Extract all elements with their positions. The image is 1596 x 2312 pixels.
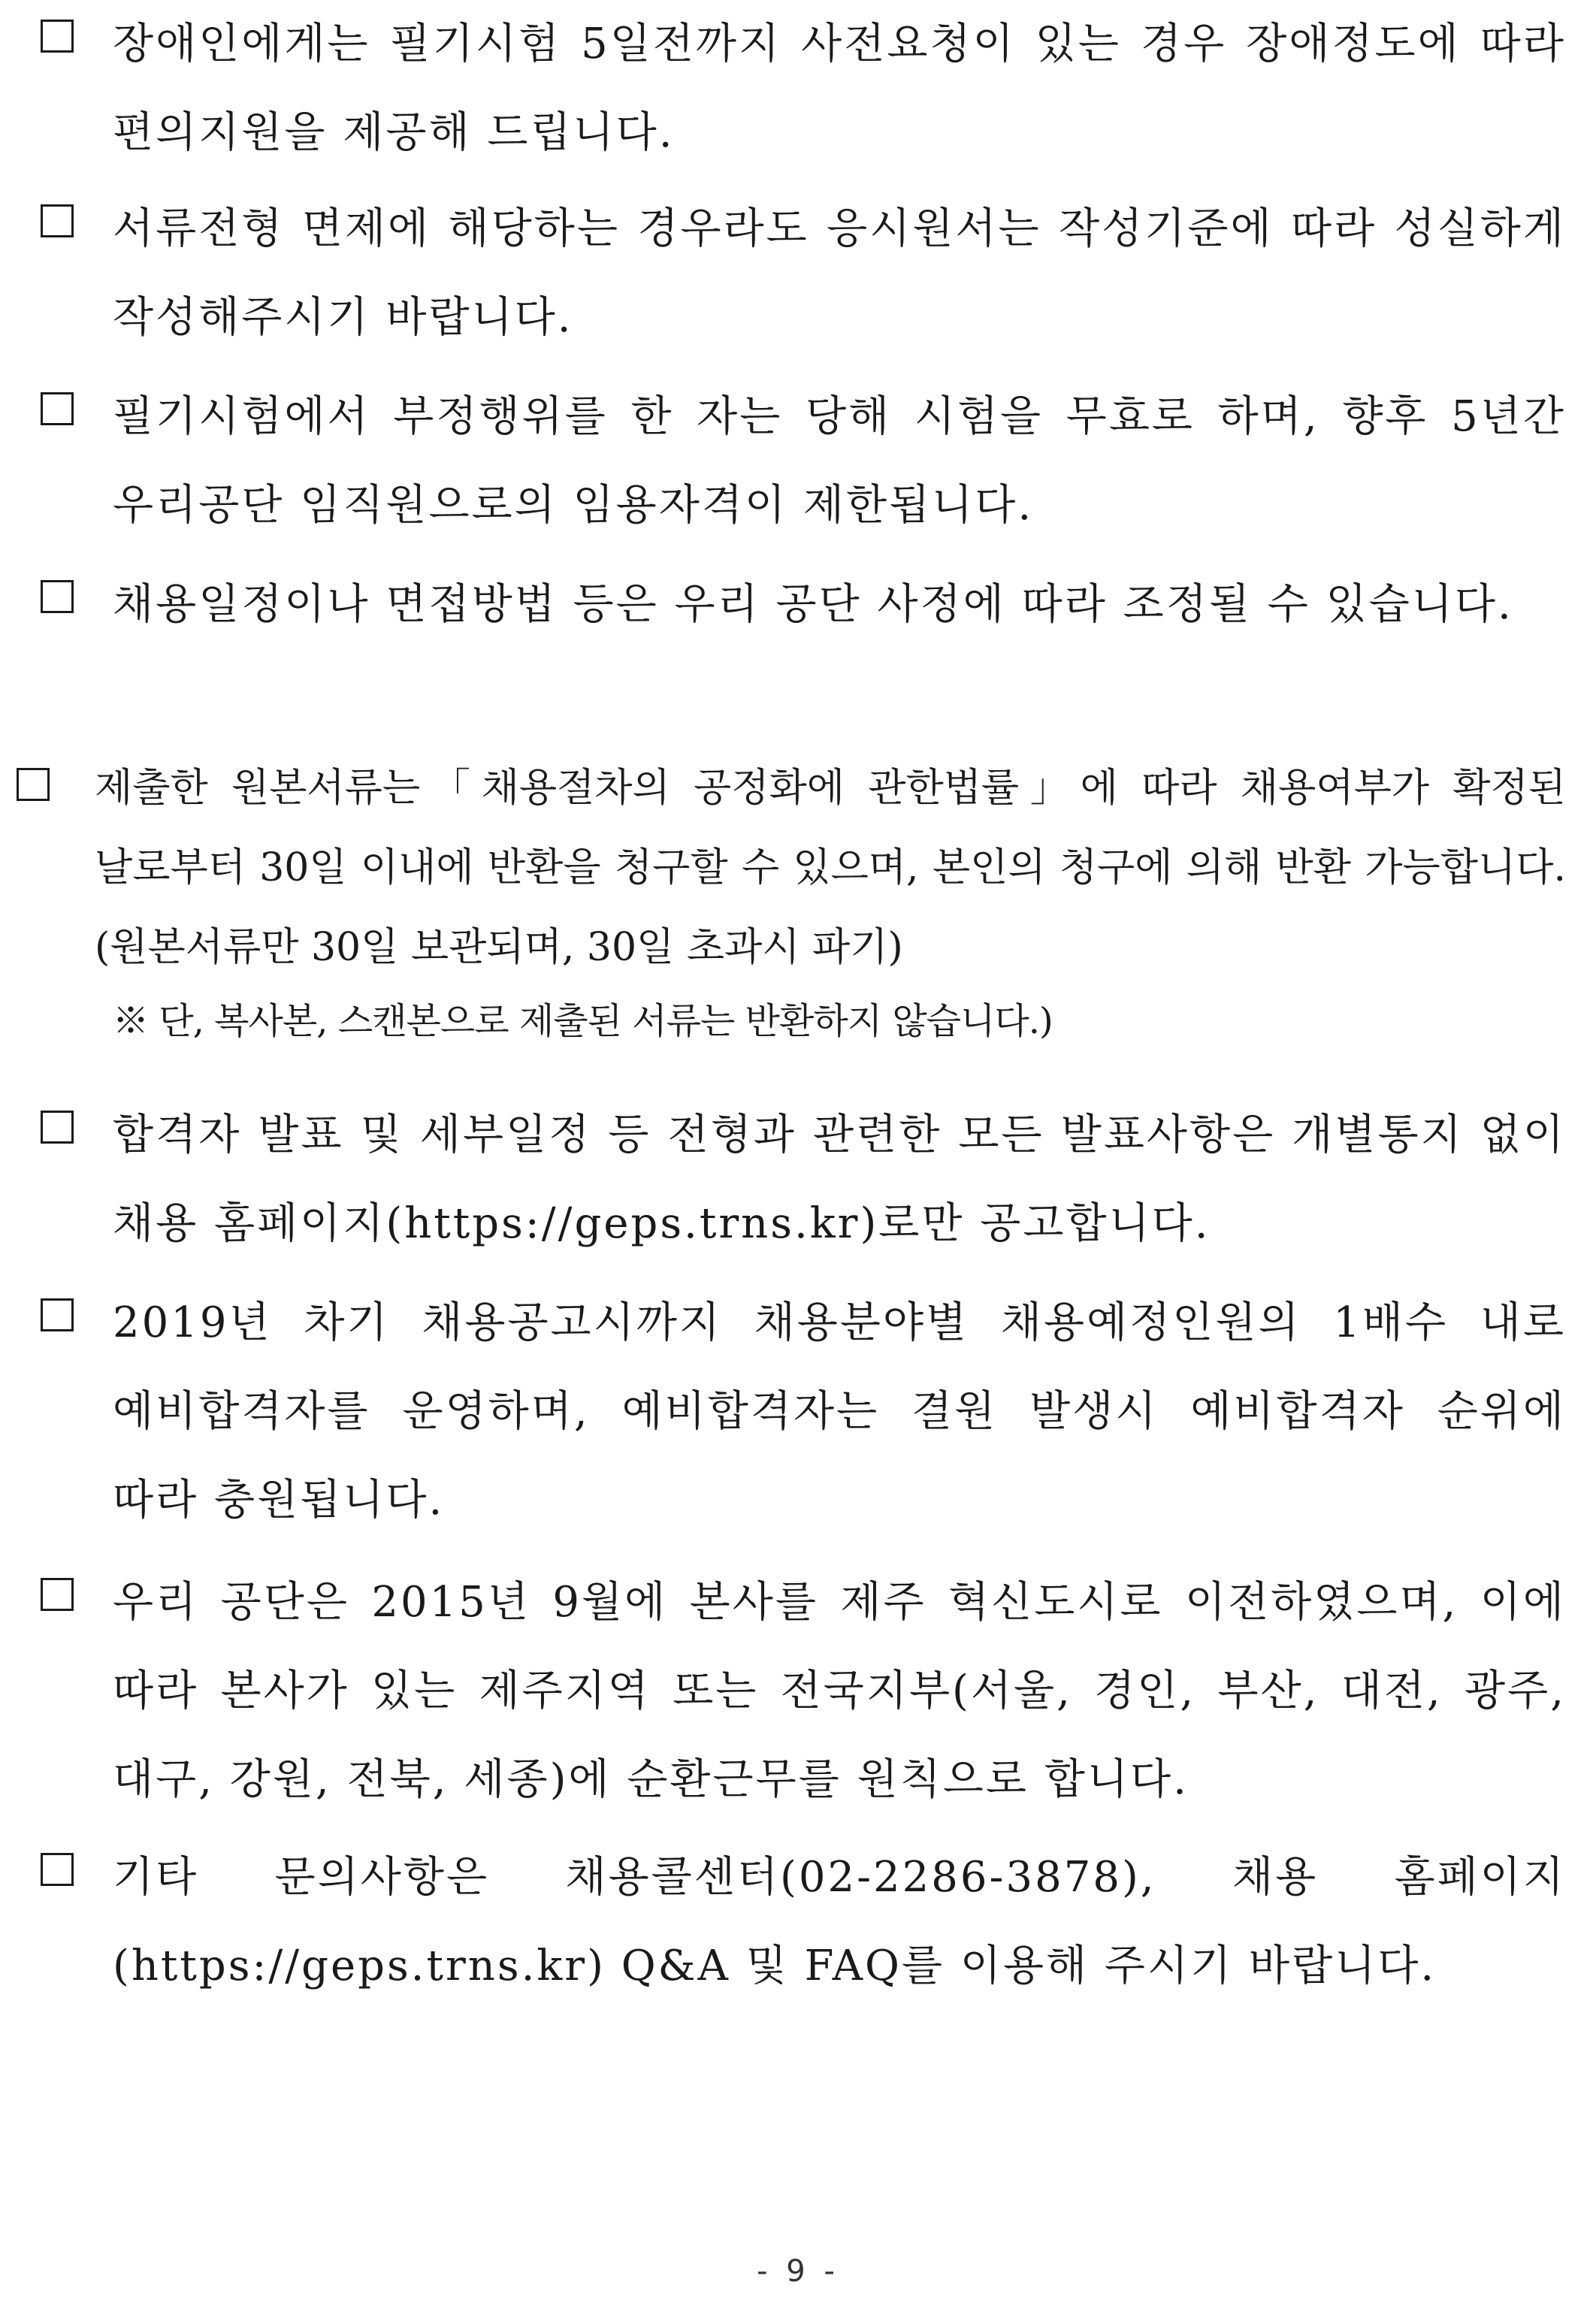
notice-text: 서류전형 면제에 해당하는 경우라도 응시원서는 작성기준에 따라 성실하게 작성해주시기 바랍니다.: [113, 204, 1566, 342]
notice-text: 우리 공단은 2015년 9월에 본사를 제주 혁신도시로 이전하였으며, 이에 따라 본사가 있는 제주지역 또는 전국지부(서울, 경인, 부산, 대전, 광주, 대구, 강원, 전북, 세종)에 순환근무를 원칙으로 합니다.: [113, 1578, 1566, 1804]
notice-text: 합격자 발표 및 세부일정 등 전형과 관련한 모든 발표사항은 개별통지 없이 채용 홈페이지(https://geps.trns.kr)로만 공고합니다.: [113, 1111, 1566, 1248]
checkbox-square-icon: [41, 20, 74, 53]
checkbox-square-icon: [41, 392, 74, 425]
notice-text: 제출한 원본서류는「채용절차의 공정화에 관한법률」에 따라 채용여부가 확정된 날로부터 30일 이내에 반환을 청구할 수 있으며, 본인의 청구에 의해 반환 가능합니다. (원본서류만 30일 보관되며, 30일 초과시 파기): [95, 766, 1566, 970]
checkbox-square-icon: [17, 768, 50, 801]
page-number: - 9 -: [757, 2254, 839, 2289]
checkbox-square-icon: [41, 1298, 74, 1331]
checkbox-square-icon: [41, 204, 74, 237]
notice-text: 2019년 차기 채용공고시까지 채용분야별 채용예정인원의 1배수 내로 예비합격자를 운영하며, 예비합격자는 결원 발생시 예비합격자 순위에 따라 충원됩니다.: [113, 1298, 1566, 1525]
notice-text: 장애인에게는 필기시험 5일전까지 사전요청이 있는 경우 장애정도에 따라 편의지원을 제공해 드립니다.: [113, 20, 1566, 157]
checkbox-square-icon: [41, 1111, 74, 1144]
checkbox-square-icon: [41, 1578, 74, 1611]
checkbox-square-icon: [41, 580, 74, 613]
checkbox-square-icon: [41, 1853, 74, 1886]
notice-text: 필기시험에서 부정행위를 한 자는 당해 시험을 무효로 하며, 향후 5년간 우리공단 임직원으로의 임용자격이 제한됩니다.: [113, 392, 1566, 530]
notice-text: 기타 문의사항은 채용콜센터(02-2286-3878), 채용 홈페이지(https://geps.trns.kr) Q&A 및 FAQ를 이용해 주시기 바랍니다.: [113, 1853, 1566, 1990]
notice-footnote: ※ 단, 복사본, 스캔본으로 제출된 서류는 반환하지 않습니다.): [113, 1000, 1053, 1042]
notice-text: 채용일정이나 면접방법 등은 우리 공단 사정에 따라 조정될 수 있습니다.: [113, 580, 1513, 629]
